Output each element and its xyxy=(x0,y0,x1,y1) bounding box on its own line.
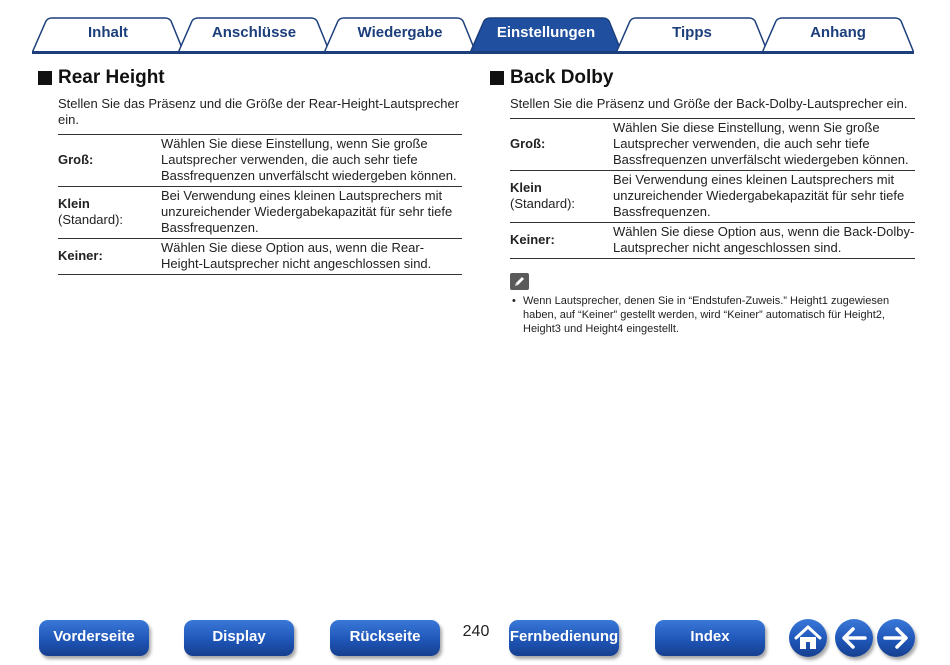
home-button[interactable] xyxy=(789,619,827,657)
index-button[interactable]: Index xyxy=(655,620,765,656)
table-row xyxy=(58,187,462,239)
option-name: Groß: xyxy=(510,136,546,151)
option-name: Keiner: xyxy=(58,248,103,263)
fernbedienung-button[interactable]: Fernbedienung xyxy=(509,620,619,656)
option-description: Wählen Sie diese Option aus, wenn die Rear-Height-Lautsprecher nicht angeschlossen sind. xyxy=(161,240,432,271)
back-dolby-heading xyxy=(490,66,915,90)
option-default-label: (Standard): xyxy=(58,212,124,227)
back-dolby-intro: Stellen Sie die Präsenz und Größe der Back-Dolby-Lautsprecher ein. xyxy=(510,96,908,111)
rear-height-intro: Stellen Sie das Präsenz und die Größe der Rear-Height-Lautsprecher ein. xyxy=(58,96,460,127)
option-name-cell xyxy=(510,223,613,259)
tab-inhalt[interactable]: Inhalt xyxy=(88,24,128,41)
rear-height-heading xyxy=(38,66,462,90)
option-default-label: (Standard): xyxy=(510,196,576,211)
square-bullet-icon xyxy=(490,71,504,85)
rear-height-options-table xyxy=(58,134,462,275)
option-name: Klein xyxy=(58,196,90,211)
option-description: Bei Verwendung eines kleinen Lautsprechers mit unzureichender Wiedergabekapazität für sehr tiefe Bassfrequenzen. xyxy=(613,172,905,219)
tab-anhang[interactable]: Anhang xyxy=(810,24,866,41)
back-dolby-title: Back Dolby xyxy=(510,67,614,88)
rueckseite-button[interactable]: Rückseite xyxy=(330,620,440,656)
rear-height-section xyxy=(38,66,462,275)
table-row xyxy=(510,119,915,171)
pencil-note-icon xyxy=(510,273,529,290)
option-name-cell xyxy=(510,119,613,171)
tab-anschluesse[interactable]: Anschlüsse xyxy=(211,24,297,41)
back-dolby-options-table xyxy=(510,118,915,259)
top-tab-bar xyxy=(32,17,914,54)
rear-height-title: Rear Height xyxy=(58,67,165,88)
option-name-cell xyxy=(58,187,161,239)
arrow-right-icon xyxy=(882,626,910,650)
option-name-cell xyxy=(510,171,613,223)
option-description: Bei Verwendung eines kleinen Lautsprechers mit unzureichender Wiedergabekapazität für sehr tiefe Bassfrequenzen. xyxy=(161,188,453,235)
table-row xyxy=(510,223,915,259)
option-name: Keiner: xyxy=(510,232,555,247)
note-item: • Wenn Lautsprecher, denen Sie in “Endstufen-Zuweis.” Height1 zugewiesen haben, auf “Keiner” gestellt werden, wird “Keiner” automatisch für Height2, Height3 und Height4 eingestellt. xyxy=(512,294,915,336)
option-name: Klein xyxy=(510,180,542,195)
option-description: Wählen Sie diese Option aus, wenn die Back-Dolby-Lautsprecher nicht angeschlossen sind. xyxy=(613,224,915,255)
note-list xyxy=(512,294,915,336)
option-name-cell xyxy=(58,135,161,187)
option-name-cell xyxy=(58,239,161,275)
table-row xyxy=(58,239,462,275)
tab-wiedergabe[interactable]: Wiedergabe xyxy=(357,24,443,41)
option-name: Groß: xyxy=(58,152,94,167)
back-button[interactable] xyxy=(835,619,873,657)
home-icon xyxy=(793,624,823,652)
back-dolby-section xyxy=(490,66,915,336)
tab-baseline xyxy=(32,51,914,54)
display-button[interactable]: Display xyxy=(184,620,294,656)
forward-button[interactable] xyxy=(877,619,915,657)
tab-tipps[interactable]: Tipps xyxy=(672,24,712,41)
table-row xyxy=(58,135,462,187)
page-number: 240 xyxy=(462,623,490,640)
table-row xyxy=(510,171,915,223)
arrow-left-icon xyxy=(840,626,868,650)
option-description: Wählen Sie diese Einstellung, wenn Sie große Lautsprecher verwenden, die auch sehr tiefe Bassfrequenzen unverfälscht wiedergeben können. xyxy=(161,136,457,183)
square-bullet-icon xyxy=(38,71,52,85)
vorderseite-button[interactable]: Vorderseite xyxy=(39,620,149,656)
option-description: Wählen Sie diese Einstellung, wenn Sie große Lautsprecher verwenden, die auch sehr tiefe Bassfrequenzen unverfälscht wiedergeben können. xyxy=(613,120,909,167)
tab-einstellungen[interactable]: Einstellungen xyxy=(496,24,596,41)
